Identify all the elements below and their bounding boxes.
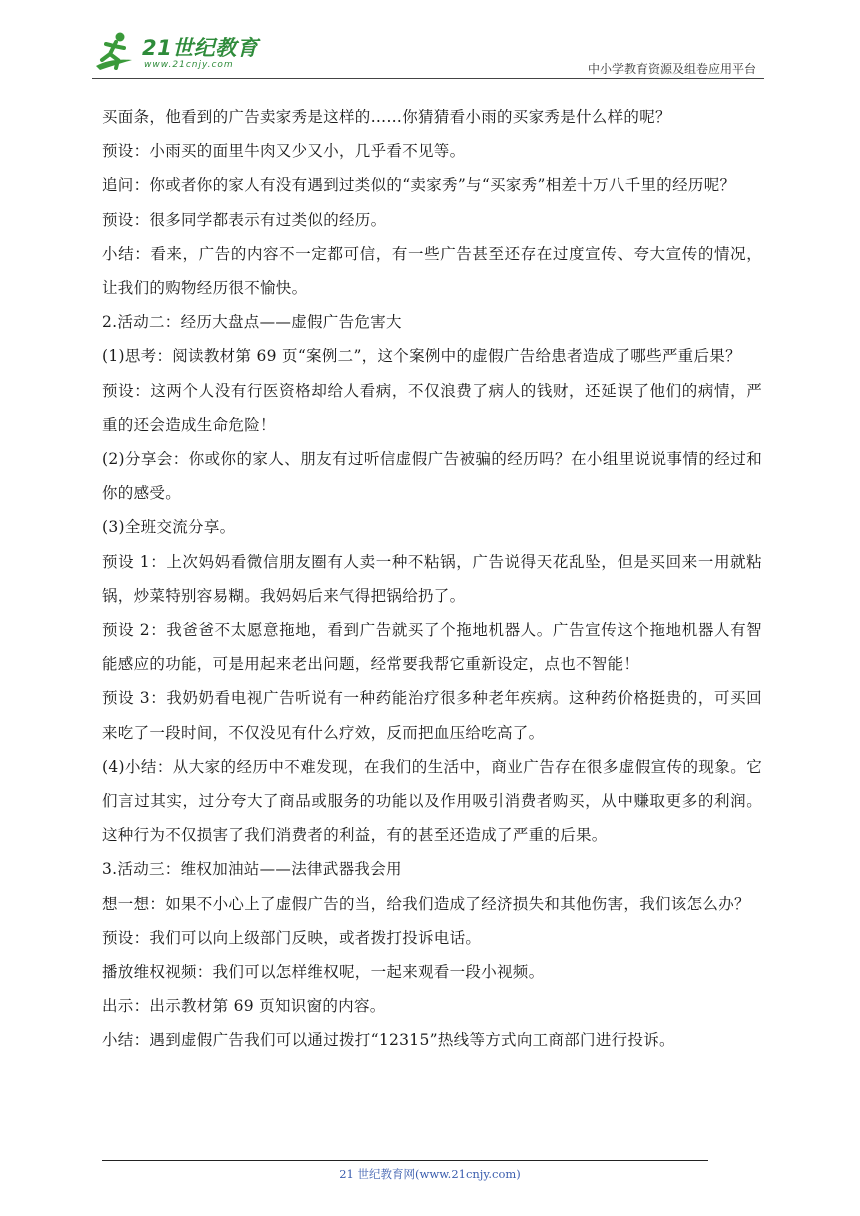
paragraph: 播放维权视频：我们可以怎样维权呢，一起来观看一段小视频。 [102,963,545,982]
paragraph: 预设：很多同学都表示有过类似的经历。 [102,210,387,229]
section-heading: 3.活动三：维权加油站——法律武器我会用 [102,860,402,879]
paragraph: 预设 1：上次妈妈看微信朋友圈有人卖一种不粘锅，广告说得天花乱坠，但是买回来一用就粘锅，炒菜特别容易糊。我妈妈后来气得把锅给扔了。 [102,552,762,605]
runner-logo-icon [92,30,140,74]
footer-divider [102,1160,708,1161]
paragraph: 买面条，他看到的广告卖家秀是这样的……你猜猜看小雨的买家秀是什么样的呢？ [102,108,671,126]
logo-text: 21世纪教育 [142,36,259,60]
paragraph: 预设 2：我爸爸不太愿意拖地，看到广告就买了个拖地机器人。广告宣传这个拖地机器人有智能感应的功能，可是用起来老出问题，经常要我帮它重新设定，点也不智能！ [102,621,762,674]
paragraph: 追问：你或者你的家人有没有遇到过类似的“卖家秀”与“买家秀”相差十万八千里的经历呢？ [102,176,736,195]
paragraph: 出示：出示教材第 69 页知识窗的内容。 [102,997,386,1016]
paragraph: 预设 3：我奶奶看电视广告听说有一种药能治疗很多种老年疾病。这种药价格挺贵的，可买回来吃了一段时间，不仅没见有什么疗效，反而把血压给吃高了。 [102,689,762,742]
page-footer: 21 世纪教育网(www.21cnjy.com) [339,1167,521,1181]
paragraph: 预设：小雨买的面里牛肉又少又小，几乎看不见等。 [102,142,466,161]
platform-name: 中小学教育资源及组卷应用平台 [587,62,756,76]
paragraph: (2)分享会：你或你的家人、朋友有过听信虚假广告被骗的经历吗？在小组里说说事情的经过和你的感受。 [102,450,762,503]
paragraph: 预设：这两个人没有行医资格却给人看病，不仅浪费了病人的钱财，还延误了他们的病情，严重的还会造成生命危险！ [102,381,762,434]
paragraph: (1)思考：阅读教材第 69 页“案例二”，这个案例中的虚假广告给患者造成了哪些严重后果？ [102,347,741,366]
paragraph: 小结：遇到虚假广告我们可以通过拨打“12315”热线等方式向工商部门进行投诉。 [102,1031,675,1050]
header-divider [92,78,764,79]
section-heading: 2.活动二：经历大盘点——虚假广告危害大 [102,313,402,332]
paragraph: 想一想：如果不小心上了虚假广告的当，给我们造成了经济损失和其他伤害，我们该怎么办？ [102,894,750,913]
document-body [102,100,762,1058]
logo-url: www.21cnjy.com [144,60,234,70]
paragraph: (4)小结：从大家的经历中不难发现，在我们的生活中，商业广告存在很多虚假宣传的现象。它们言过其实，过分夸大了商品或服务的功能以及作用吸引消费者购买，从中赚取更多的利润。这种行为不仅损害了我们消费者的利益，有的甚至还造成了严重的后果。 [102,757,762,845]
paragraph: (3)全班交流分享。 [102,518,236,537]
page-header [0,0,860,84]
paragraph: 预设：我们可以向上级部门反映，或者拨打投诉电话。 [102,928,482,947]
paragraph: 小结：看来，广告的内容不一定都可信，有一些广告甚至还存在过度宣传、夸大宣传的情况，让我们的购物经历很不愉快。 [102,244,762,298]
site-logo [92,28,262,78]
